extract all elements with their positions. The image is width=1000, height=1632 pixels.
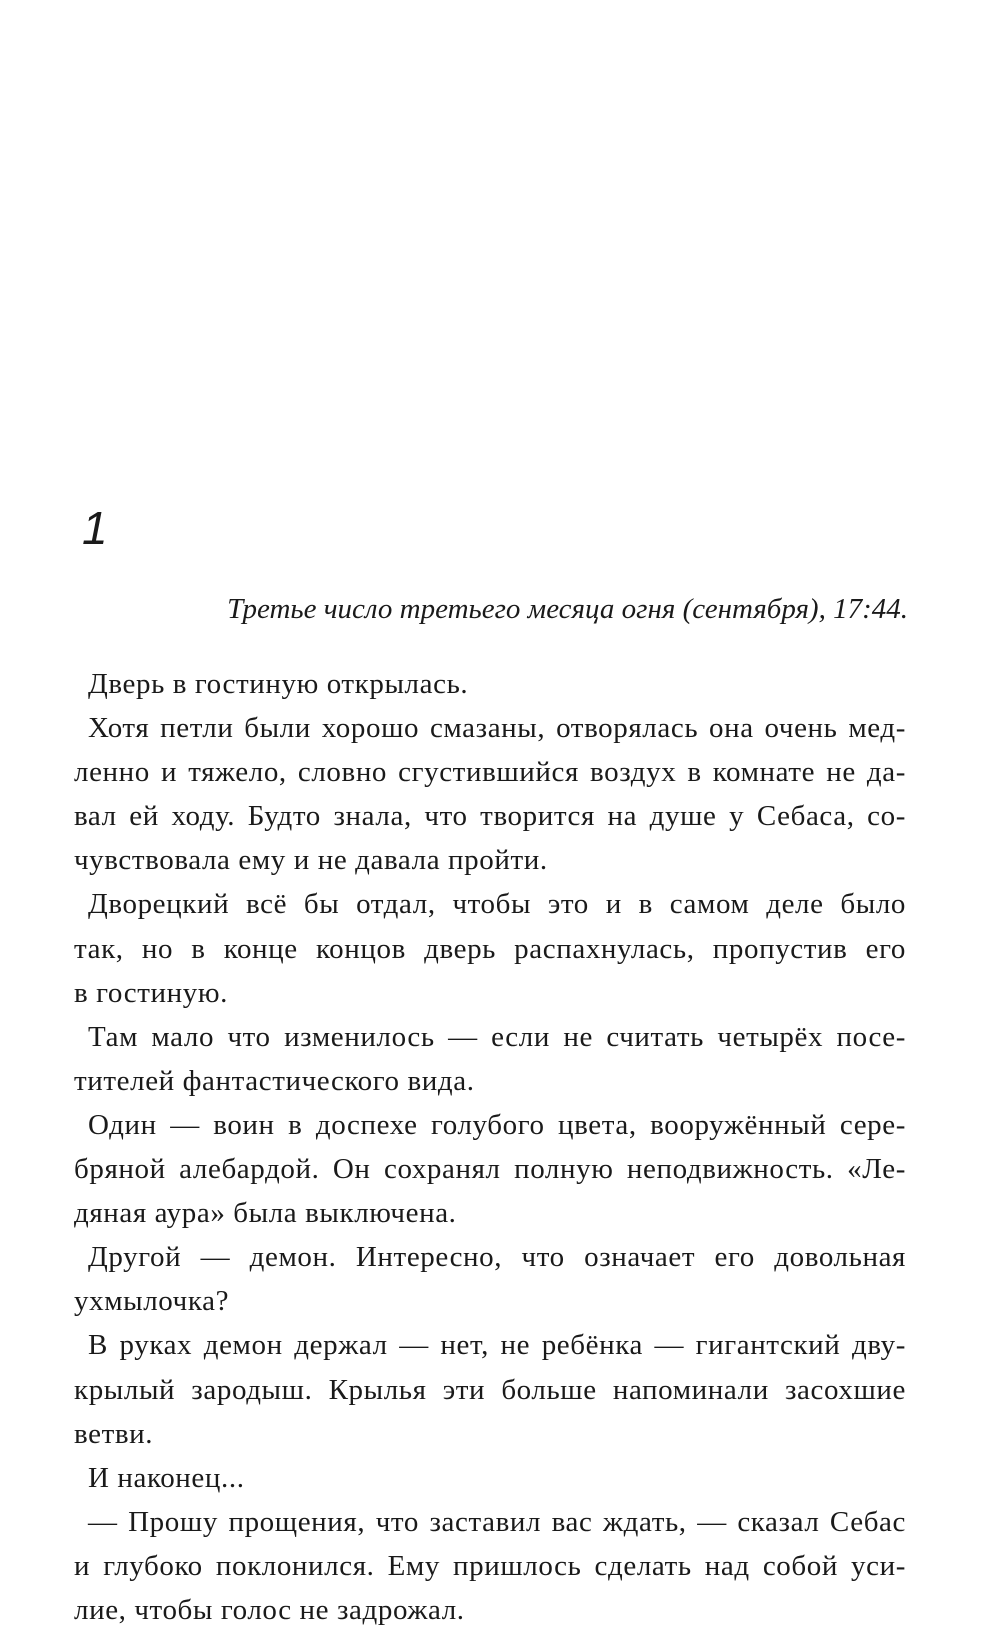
text-line: дяная аура» была выключена. (74, 1197, 457, 1230)
text-line: И наконец... (88, 1461, 245, 1494)
text-line: В руках демон держал — нет, не ребёнка — гигантский дву- (88, 1329, 906, 1362)
text-line: — Прошу прощения, что заставил вас ждать, — сказал Себас (88, 1505, 906, 1538)
text-line: и глубоко поклонился. Ему пришлось сделать над собой уси- (74, 1549, 906, 1582)
text-line: бряной алебардой. Он сохранял полную неподвижность. «Ле- (74, 1153, 906, 1186)
text-line: тителей фантастического вида. (74, 1064, 475, 1097)
text-line: крылый зародыш. Крылья эти больше напоминали засохшие (74, 1373, 906, 1406)
text-line: Там мало что изменилось — если не считать четырёх посе- (88, 1020, 906, 1053)
text-line: Хотя петли были хорошо смазаны, отворялась она очень мед- (88, 712, 906, 745)
chapter-dateline: Третье число третьего месяца огня (сентября), 17:44. (227, 593, 908, 625)
text-line: ветви. (74, 1417, 154, 1450)
text-line: Другой — демон. Интересно, что означает его довольная (88, 1241, 906, 1274)
chapter-number: 1 (82, 502, 108, 554)
text-line: в гостиную. (74, 976, 228, 1009)
text-line: Один — воин в доспехе голубого цвета, вооружённый сере- (88, 1108, 906, 1141)
text-line: лие, чтобы голос не задрожал. (74, 1593, 465, 1626)
text-line: ухмылочка? (74, 1285, 230, 1318)
text-line: так, но в конце концов дверь распахнулась, пропустив его (74, 932, 906, 965)
text-line: Дверь в гостиную открылась. (88, 668, 469, 700)
text-line: вал ей ходу. Будто знала, что творится на душе у Себаса, со- (74, 800, 906, 833)
text-line: Дворецкий всё бы отдал, чтобы это и в самом деле было (88, 888, 906, 921)
body-text (74, 662, 906, 1632)
text-line: ленно и тяжело, словно сгустившийся воздух в комнате не да- (74, 756, 906, 789)
text-line: чувствовала ему и не давала пройти. (74, 844, 548, 877)
